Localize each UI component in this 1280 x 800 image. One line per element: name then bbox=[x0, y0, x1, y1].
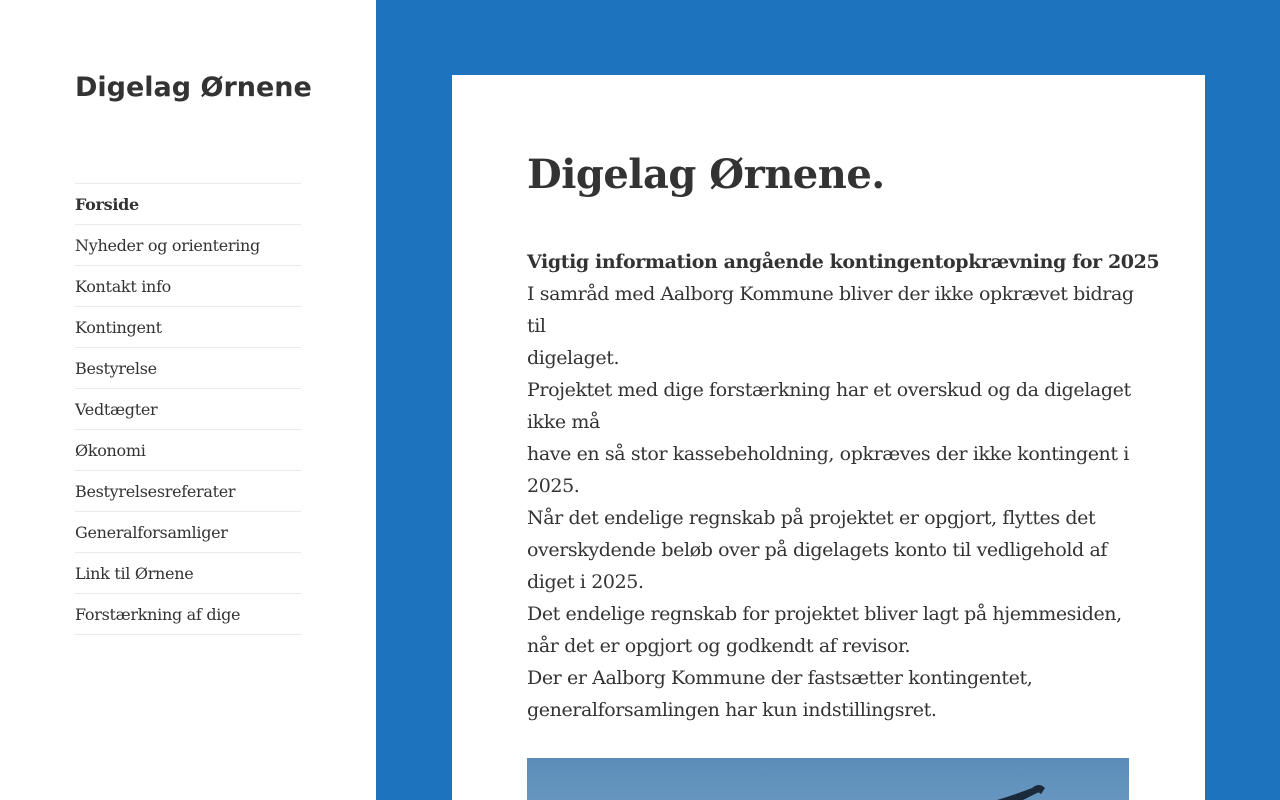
nav-link[interactable]: Forside bbox=[75, 194, 139, 214]
nav-link[interactable]: Kontingent bbox=[75, 317, 162, 337]
article-line: 2025. bbox=[527, 475, 580, 497]
nav-item-forstaerkning[interactable] bbox=[75, 594, 301, 635]
nav-item-link-ornene[interactable] bbox=[75, 553, 301, 594]
article-line: Projektet med dige forstærkning har et overskud og da digelaget bbox=[527, 379, 1131, 401]
main-navigation bbox=[75, 183, 301, 635]
nav-item-bestyrelsesreferater[interactable] bbox=[75, 471, 301, 512]
nav-link[interactable]: Bestyrelse bbox=[75, 358, 157, 378]
nav-link[interactable]: Vedtægter bbox=[75, 399, 158, 419]
nav-item-oekonomi[interactable] bbox=[75, 430, 301, 471]
nav-item-forside[interactable] bbox=[75, 184, 301, 225]
nav-item-nyheder[interactable] bbox=[75, 225, 301, 266]
article-line: generalforsamlingen har kun indstillingsret. bbox=[527, 699, 937, 721]
nav-item-kontakt[interactable] bbox=[75, 266, 301, 307]
nav-link[interactable]: Bestyrelsesreferater bbox=[75, 481, 236, 501]
article-lead: Vigtig information angående kontingentopkrævning for 2025 bbox=[527, 251, 1160, 273]
article-line: overskydende beløb over på digelagets konto til vedligehold af bbox=[527, 539, 1108, 561]
nav-link[interactable]: Generalforsamliger bbox=[75, 522, 228, 542]
nav-link[interactable]: Kontakt info bbox=[75, 276, 172, 296]
article-line: I samråd med Aalborg Kommune bliver der ikke opkrævet bidrag bbox=[527, 283, 1134, 305]
nav-link[interactable]: Forstærkning af dige bbox=[75, 604, 241, 624]
article-line: til bbox=[527, 315, 546, 337]
article-line: Der er Aalborg Kommune der fastsætter kontingentet, bbox=[527, 667, 1033, 689]
article-line: have en så stor kassebeholdning, opkræves der ikke kontingent i bbox=[527, 443, 1129, 465]
article-line: digelaget. bbox=[527, 347, 620, 369]
article-line: ikke må bbox=[527, 411, 600, 433]
nav-item-bestyrelse[interactable] bbox=[75, 348, 301, 389]
article-line: når det er opgjort og godkendt af revisor. bbox=[527, 635, 911, 657]
bird-silhouette-icon bbox=[527, 758, 1129, 800]
nav-item-generalforsamliger[interactable] bbox=[75, 512, 301, 553]
page-title: Digelag Ørnene. bbox=[527, 151, 885, 198]
nav-link[interactable]: Nyheder og orientering bbox=[75, 235, 261, 255]
article-line: Det endelige regnskab for projektet bliver lagt på hjemmesiden, bbox=[527, 603, 1122, 625]
article-photo bbox=[527, 758, 1129, 800]
nav-link[interactable]: Link til Ørnene bbox=[75, 563, 194, 583]
nav-item-vedtaegter[interactable] bbox=[75, 389, 301, 430]
site-title-link[interactable]: Digelag Ørnene bbox=[75, 72, 312, 103]
article-content bbox=[527, 246, 1160, 726]
article-line: Når det endelige regnskab på projektet er opgjort, flyttes det bbox=[527, 507, 1096, 529]
nav-link[interactable]: Økonomi bbox=[75, 440, 146, 460]
article-line: diget i 2025. bbox=[527, 571, 644, 593]
article-card bbox=[452, 75, 1205, 800]
sidebar bbox=[0, 0, 376, 800]
nav-item-kontingent[interactable] bbox=[75, 307, 301, 348]
